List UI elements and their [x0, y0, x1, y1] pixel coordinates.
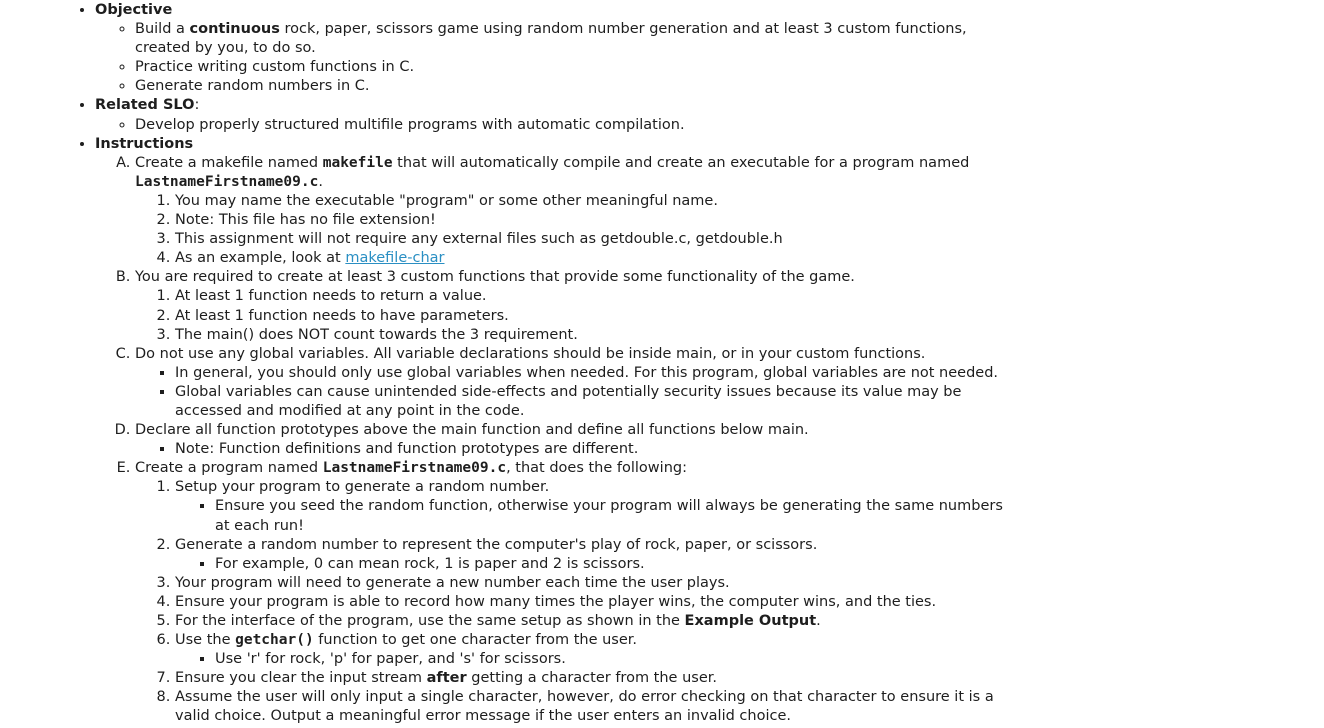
instruction-b-subs — [135, 287, 1005, 344]
instruction-a: A. Create a makefile named makefile that will automatically compile and create an executable for a program named LastnameFirstname09.c. 1. You may name the executable "program" or some other meaningful name. 2. Note: This file has no file extension! 3. This assignment will not require any external files such as getdouble.c, getdouble.h 4. As an example, look at makefile-char — [135, 154, 1005, 269]
list-item: ▪ Ensure you seed the random function, otherwise your program will always be generating the same numbers at each run! — [215, 497, 1005, 535]
list-item: 1. You may name the executable "program" or some other meaningful name. — [175, 192, 1005, 211]
list-item: ▪ In general, you should only use global variables when needed. For this program, global variables are not needed. — [175, 364, 1005, 383]
list-item: 3. This assignment will not require any external files such as getdouble.c, getdouble.h — [175, 230, 1005, 249]
makefile-char-link[interactable]: makefile-char — [345, 250, 445, 267]
slo-item: ◦ Develop properly structured multifile programs with automatic compilation. — [135, 116, 1005, 135]
instruction-e-subs — [135, 478, 1005, 726]
objective-list — [95, 20, 1005, 96]
objective-section — [95, 1, 1324, 96]
list-item: 3. The main() does NOT count towards the 3 requirement. — [175, 326, 1005, 345]
instruction-c: C. Do not use any global variables. All variable declarations should be inside main, or in your custom functions. ▪ In general, you should only use global variables when needed. For this program, global variables are not needed. ▪ Global variables can cause unintended side-effects and potentially security issues because its value may be accessed and modified at any point in the code. — [135, 345, 1005, 421]
list-item: 8. Assume the user will only input a single character, however, do error checking on that character to ensure it is a valid choice. Output a meaningful error message if the user enters an invalid choice. — [175, 688, 1005, 726]
top-level-list — [0, 1, 1324, 727]
list-item: 7. Ensure you clear the input stream after getting a character from the user. — [175, 669, 1005, 688]
instruction-d: D. Declare all function prototypes above the main function and define all functions below main. ▪ Note: Function definitions and function prototypes are different. — [135, 421, 1005, 459]
slo-section: • Related SLO: ◦ Develop properly structured multifile programs with automatic compilation. — [95, 96, 1324, 134]
list-item: 6. Use the getchar() function to get one character from the user. ▪ Use 'r' for rock, 'p' for paper, and 's' for scissors. — [175, 631, 1005, 669]
list-item: 2. At least 1 function needs to have parameters. — [175, 307, 1005, 326]
objective-item: ◦ Practice writing custom functions in C. — [135, 58, 1005, 77]
list-item: 4. Ensure your program is able to record how many times the player wins, the computer wins, and the ties. — [175, 593, 1005, 612]
list-item: 2. Generate a random number to represent the computer's play of rock, paper, or scissors. ▪ For example, 0 can mean rock, 1 is paper and 2 is scissors. — [175, 536, 1005, 574]
slo-list — [95, 116, 1005, 135]
list-item: 5. For the interface of the program, use the same setup as shown in the Example Output. — [175, 612, 1005, 631]
list-item: ▪ Global variables can cause unintended side-effects and potentially security issues because its value may be accessed and modified at any point in the code. — [175, 383, 1015, 421]
list-item: 2. Note: This file has no file extension! — [175, 211, 1005, 230]
objective-item: ◦ Build a continuous rock, paper, scissors game using random number generation and at least 3 custom functions, created by you, to do so. — [135, 20, 1005, 58]
list-item: 4. As an example, look at makefile-char — [175, 249, 1005, 268]
list-item: 3. Your program will need to generate a new number each time the user plays. — [175, 574, 1005, 593]
list-item: ▪ Use 'r' for rock, 'p' for paper, and 's' for scissors. — [215, 650, 1005, 669]
instruction-a-subs — [135, 192, 1005, 268]
objective-item: ◦ Generate random numbers in C. — [135, 77, 1005, 96]
slo-heading: Related SLO — [95, 97, 195, 114]
instruction-e: E. Create a program named LastnameFirstname09.c, that does the following: 1. Setup your program to generate a random number. ▪ Ensure you seed the random function, otherwise your program will always be generating the same numbers at each run! 2. Generate a random number to represent the computer's play of rock, paper, or scissors. ▪ For example, 0 can mean rock, 1 is paper and 2 is scissors. 3. Your program will need to generate a new number each time the user plays. 4. Ensure your program is able to record how many times the player wins, the computer wins, and the ties. 5. For the interface of the program, use the same setup as shown in the Example Output. 6. Use the getchar() function to get one character from the user. ▪ Use 'r' for rock, 'p' for paper, and 's' for scissors. 7. Ensure you clear the input stream after getting a character from the user. 8. Assume the user will only input a single character, however, do error checking on that character to ensure it is a valid choice. Output a meaningful error message if the user enters an invalid choice. — [135, 459, 1005, 726]
list-item: ▪ For example, 0 can mean rock, 1 is paper and 2 is scissors. — [215, 555, 1005, 574]
assignment-document — [0, 1, 1324, 727]
instruction-b: B. You are required to create at least 3 custom functions that provide some functionality of the game. 1. At least 1 function needs to return a value. 2. At least 1 function needs to have parameters. 3. The main() does NOT count towards the 3 requirement. — [135, 268, 1005, 344]
list-item: 1. At least 1 function needs to return a value. — [175, 287, 1005, 306]
objective-heading: Objective — [95, 2, 173, 18]
instruction-c-subs — [135, 364, 1005, 421]
instructions-list — [95, 154, 1005, 727]
instruction-d-subs — [135, 440, 1005, 459]
list-item: 1. Setup your program to generate a random number. ▪ Ensure you seed the random function, otherwise your program will always be generating the same numbers at each run! — [175, 478, 1005, 535]
instructions-section — [95, 135, 1324, 727]
instructions-heading: Instructions — [95, 135, 194, 152]
list-item: ▪ Note: Function definitions and function prototypes are different. — [175, 440, 1005, 459]
